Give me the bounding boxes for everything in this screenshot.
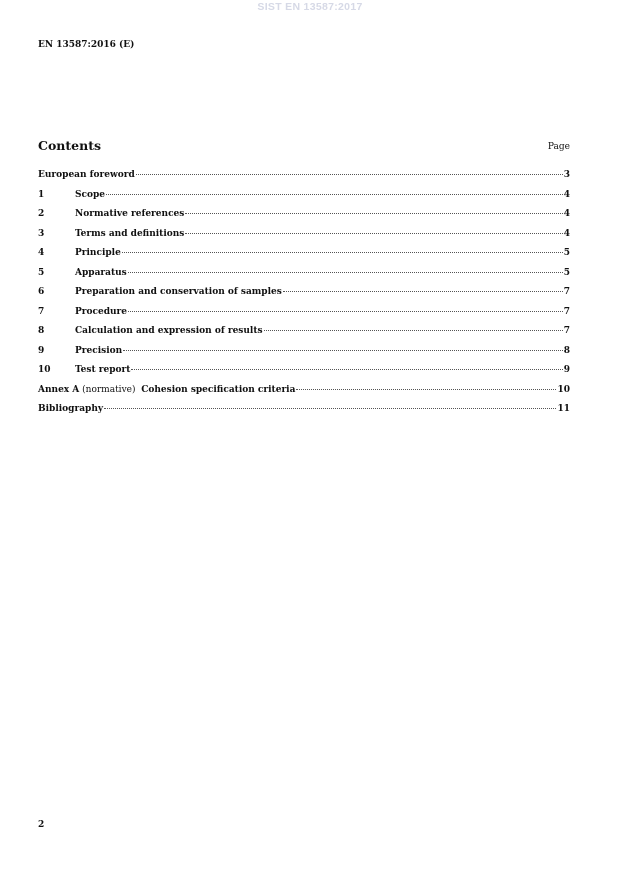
annex-type: (normative) xyxy=(79,384,142,395)
table-of-contents xyxy=(38,170,570,424)
toc-entry-page: 3 xyxy=(563,170,570,180)
toc-entry-terms-and-definitions[interactable] xyxy=(38,229,570,249)
document-identifier: EN 13587:2016 (E) xyxy=(38,40,135,50)
dot-leader xyxy=(131,369,562,370)
toc-entry-page: 8 xyxy=(563,345,570,356)
toc-entry-title: Scope xyxy=(75,189,106,200)
toc-entry-procedure[interactable] xyxy=(38,307,570,327)
toc-entry-test-report[interactable] xyxy=(38,365,570,385)
contents-heading: Contents xyxy=(38,138,102,153)
dot-leader xyxy=(128,272,563,273)
toc-entry-scope[interactable] xyxy=(38,190,570,210)
page-column-label: Page xyxy=(547,142,570,152)
toc-entry-title: European foreword xyxy=(38,170,135,180)
toc-entry-title: Procedure xyxy=(75,306,128,317)
toc-entry-number: 8 xyxy=(38,326,45,336)
dot-leader xyxy=(296,389,556,390)
toc-entry-title: Precision xyxy=(75,345,123,356)
toc-entry-title: Preparation and conservation of samples xyxy=(75,287,282,297)
toc-entry-page: 7 xyxy=(563,306,570,317)
toc-entry-principle[interactable] xyxy=(38,248,570,268)
toc-entry-preparation[interactable] xyxy=(38,287,570,307)
toc-entry-number: 1 xyxy=(38,189,45,200)
toc-entry-number: 7 xyxy=(38,306,45,317)
toc-entry-page: 7 xyxy=(563,326,570,336)
toc-entry-page: 7 xyxy=(563,287,570,297)
toc-entry-page: 5 xyxy=(563,267,570,278)
dot-leader xyxy=(122,252,563,253)
toc-entry-number: 4 xyxy=(38,248,45,258)
toc-entry-title: Test report xyxy=(75,365,131,375)
toc-entry-title: Apparatus xyxy=(75,267,127,278)
toc-entry-page: 4 xyxy=(563,209,570,219)
toc-entry-number: 2 xyxy=(38,209,45,219)
toc-entry-number: 5 xyxy=(38,267,45,278)
toc-entry-calculation[interactable] xyxy=(38,326,570,346)
dot-leader xyxy=(128,311,563,312)
dot-leader xyxy=(264,330,563,331)
toc-entry-title: Calculation and expression of results xyxy=(75,326,263,336)
toc-entry-page: 4 xyxy=(563,189,570,200)
annex-label: Annex A xyxy=(38,384,80,395)
watermark: SIST EN 13587:2017 xyxy=(257,1,363,13)
dot-leader xyxy=(185,233,562,234)
toc-entry-bibliography[interactable] xyxy=(38,404,570,424)
toc-entry-page: 4 xyxy=(563,228,570,239)
toc-entry-annex-a[interactable] xyxy=(38,385,570,405)
toc-entry-page: 11 xyxy=(557,404,570,414)
toc-entry-number: 9 xyxy=(38,345,45,356)
toc-entry-title: Normative references xyxy=(75,209,185,219)
dot-leader xyxy=(104,408,556,409)
toc-entry-page: 5 xyxy=(563,248,570,258)
toc-entry-page: 9 xyxy=(563,365,570,375)
dot-leader xyxy=(283,291,563,292)
dot-leader xyxy=(185,213,562,214)
toc-entry-number: 6 xyxy=(38,287,45,297)
toc-entry-apparatus[interactable] xyxy=(38,268,570,288)
annex-title: Cohesion specification criteria xyxy=(141,384,296,395)
toc-entry-page: 10 xyxy=(557,384,570,395)
toc-entry-precision[interactable] xyxy=(38,346,570,366)
page-number: 2 xyxy=(38,820,45,830)
toc-entry-title xyxy=(38,385,295,395)
toc-entry-foreword[interactable] xyxy=(38,170,570,190)
toc-entry-title: Bibliography xyxy=(38,404,104,414)
toc-entry-number: 10 xyxy=(38,365,51,375)
toc-entry-title: Principle xyxy=(75,248,121,258)
toc-entry-number: 3 xyxy=(38,228,45,239)
toc-entry-normative-references[interactable] xyxy=(38,209,570,229)
dot-leader xyxy=(136,174,563,175)
dot-leader xyxy=(123,350,563,351)
toc-entry-title: Terms and definitions xyxy=(75,228,185,239)
dot-leader xyxy=(106,194,563,195)
